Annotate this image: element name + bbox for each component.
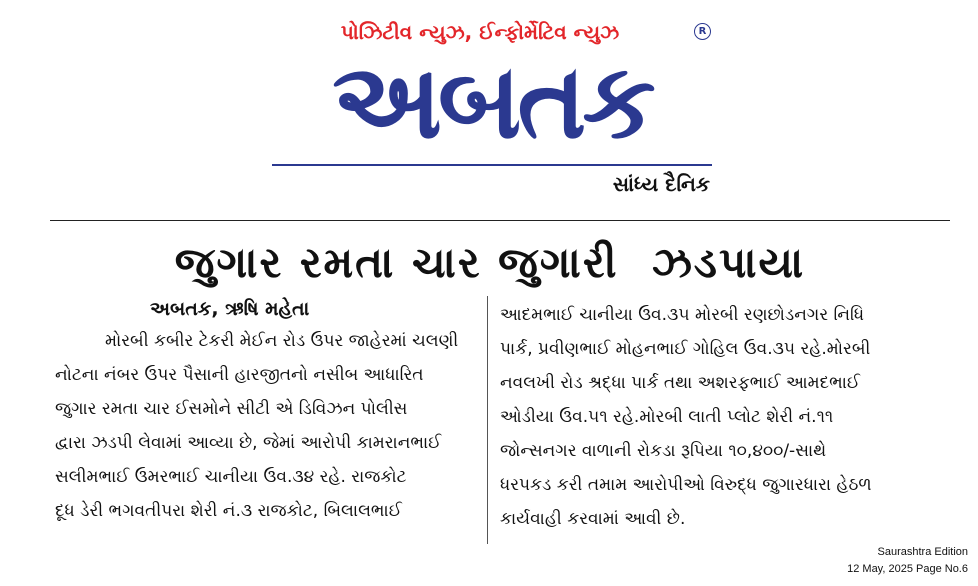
article-right-column (500, 298, 948, 536)
article-line: નોટના નંબર ઉપર પૈસાની હારજીતનો નસીબ આધારિત (55, 365, 424, 385)
article-left-column (55, 324, 475, 528)
article-byline: અબતક, ઋષિ મહેતા (150, 298, 310, 320)
date-page-label: 12 May, 2025 Page No.6 (847, 563, 968, 575)
article-line: મોરબી કબીર ટેકરી મેઈન રોડ ઉપર જાહેરમાં ચલણી (105, 331, 459, 351)
newspaper-logo: અબતક (332, 42, 652, 160)
article-line: સલીમભાઈ ઉમરભાઈ ચાનીયા ઉવ.૩૪ રહે. રાજકોટ (55, 467, 407, 487)
article-headline: જુગાર રમતા ચાર જુગારી ઝડપાયા (174, 238, 806, 287)
article-line: દ્વારા ઝડપી લેવામાં આવ્યા છે, જેમાં આરોપી કામરાનભાઈ (55, 433, 442, 453)
article-line: કાર્યવાહી કરવામાં આવી છે. (500, 509, 686, 529)
registered-trademark-icon: R (694, 23, 711, 40)
logo-underline (272, 164, 712, 166)
article-line: આદમભાઈ ચાનીયા ઉવ.૩૫ મોરબી રણછોડનગર નિધિ (500, 305, 865, 325)
article-line: પાર્ક, પ્રવીણભાઈ મોહનભાઈ ગોહિલ ઉવ.૩૫ રહે.મોરબી (500, 339, 871, 359)
article-line: નવલખી રોડ શ્રદ્ધા પાર્ક તથા અશરફભાઈ આમદભાઈ (500, 373, 861, 393)
masthead (0, 0, 978, 215)
page-footer (847, 544, 968, 578)
masthead-subtitle: સાંધ્ય દૈનિક (612, 172, 710, 196)
article-line: દૂધ ડેરી ભગવતીપરા શેરી નં.૩ રાજકોટ, બિલાલભાઈ (55, 501, 402, 521)
masthead-tagline: પોઝિટીવ ન્યુઝ, ઈન્ફોર્મેટિવ ન્યુઝ (340, 20, 620, 44)
article-line: ધરપકડ કરી તમામ આરોપીઓ વિરુદ્ધ જુગારધારા હેઠળ (500, 475, 872, 495)
column-divider (487, 296, 488, 544)
article-line: ઓડીયા ઉવ.૫૧ રહે.મોરબી લાતી પ્લોટ શેરી નં.૧૧ (500, 407, 834, 427)
article-line: જુગાર રમતા ચાર ઈસમોને સીટી એ ડિવિઝન પોલીસ (55, 399, 408, 419)
edition-label: Saurashtra Edition (877, 546, 968, 558)
header-divider (50, 220, 950, 221)
article-line: જોન્સનગર વાળાની રોકડા રૂપિયા ૧૦,૪૦૦/-સાથે (500, 441, 827, 461)
